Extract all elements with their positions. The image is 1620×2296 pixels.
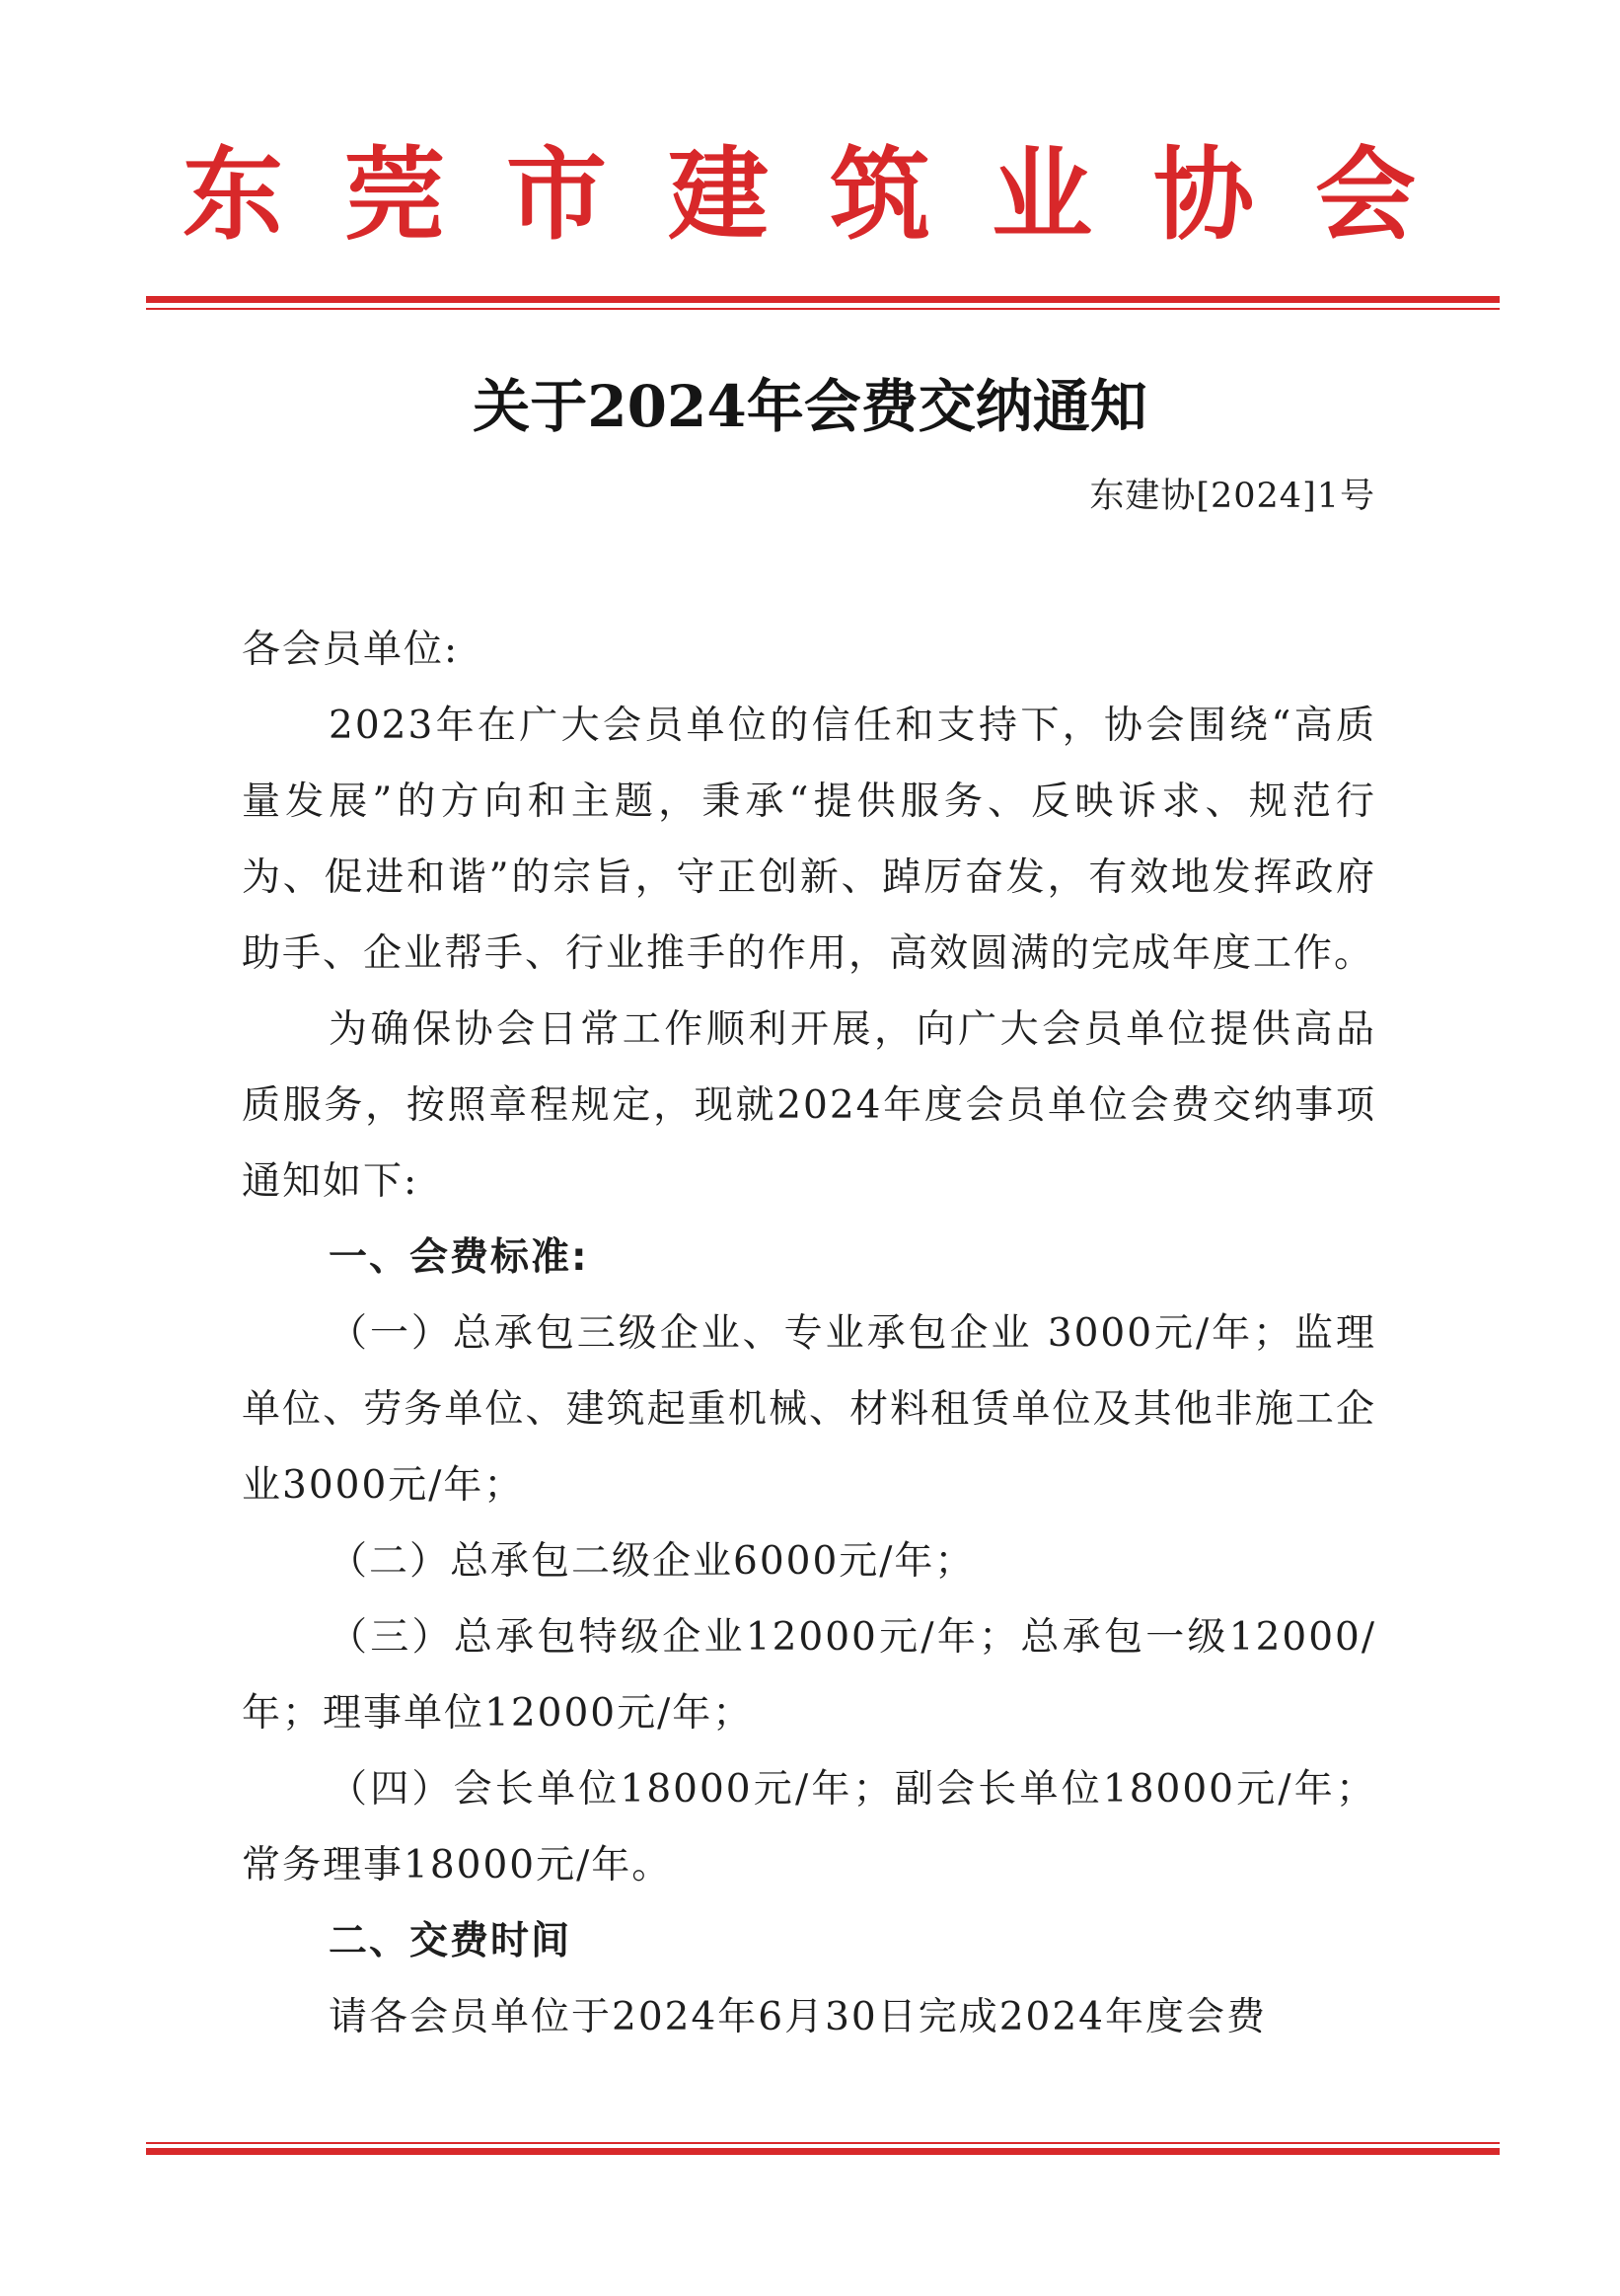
fee-item: （二）总承包二级企业6000元/年； [329,1539,976,1584]
document-body [242,612,1376,2055]
fee-item: （一）总承包三级企业、专业承包企业 3000元/年；监理单位、劳务单位、建筑起重机械、材料租赁单位及其他非施工企业3000元/年； [242,1311,1376,1508]
paragraph: 请各会员单位于2024年6月30日完成2024年度会费 [329,1995,1267,2039]
salutation: 各会员单位: [242,628,460,672]
footer-rule-thin [146,2142,1500,2144]
document-number: 东建协[2024]1号 [1089,477,1375,516]
document-title: 关于2024年会费交纳通知 [473,373,1147,440]
fee-item: （三）总承包特级企业12000元/年；总承包一级12000/年；理事单位12000元/年； [242,1615,1376,1736]
footer-rule-thick [146,2148,1500,2155]
section-heading-fee-standard: 一、会费标准: [329,1235,589,1280]
paragraph: 2023年在广大会员单位的信任和支持下，协会围绕“高质量发展”的方向和主题，秉承“提供服务、反映诉求、规范行为、促进和谐”的宗旨，守正创新、踔厉奋发，有效地发挥政府助手、企业帮手、行业推手的作用，高效圆满的完成年度工作。 [242,704,1376,976]
paragraph: 为确保协会日常工作顺利开展，向广大会员单位提供高品质服务，按照章程规定，现就2024年度会员单位会费交纳事项通知如下: [242,1007,1376,1204]
header-rule-thin [146,308,1500,310]
letterhead-org-name: 东莞市建筑业协会 [183,136,1477,255]
fee-item: （四）会长单位18000元/年；副会长单位18000元/年；常务理事18000元/年。 [242,1767,1376,1888]
section-heading-payment-time: 二、交费时间 [329,1919,572,1963]
header-rule-thick [146,296,1500,303]
